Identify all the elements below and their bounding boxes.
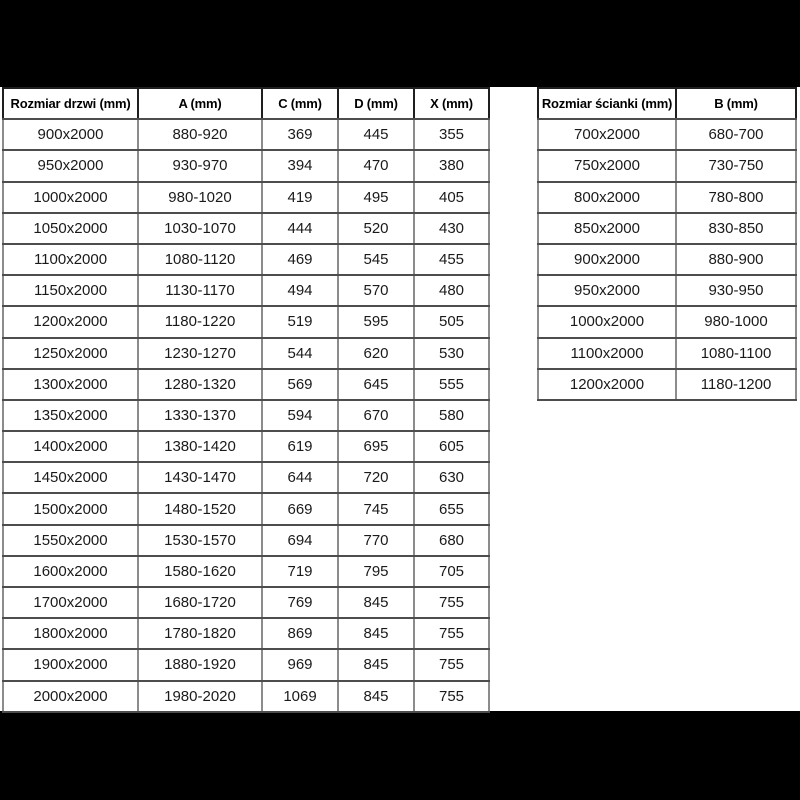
- table-cell: 795: [338, 556, 414, 587]
- header-row: [3, 88, 489, 119]
- table-cell: 755: [414, 618, 489, 649]
- table-cell: 519: [262, 306, 338, 337]
- table-cell: 1300x2000: [3, 369, 138, 400]
- table-cell: 950x2000: [3, 150, 138, 181]
- table-cell: 520: [338, 213, 414, 244]
- table-cell: 1580-1620: [138, 556, 262, 587]
- table-cell: 555: [414, 369, 489, 400]
- table-cell: 880-900: [676, 244, 796, 275]
- table-cell: 750x2000: [538, 150, 676, 181]
- table-cell: 669: [262, 493, 338, 524]
- table-cell: 930-970: [138, 150, 262, 181]
- table-row: [538, 213, 796, 244]
- table-cell: 680: [414, 525, 489, 556]
- table-cell: 1400x2000: [3, 431, 138, 462]
- table-cell: 1100x2000: [3, 244, 138, 275]
- table-cell: 645: [338, 369, 414, 400]
- table-row: [538, 275, 796, 306]
- table-cell: 900x2000: [3, 119, 138, 150]
- table-row: [3, 587, 489, 618]
- table-row: [3, 119, 489, 150]
- table-row: [3, 431, 489, 462]
- table-row: [538, 119, 796, 150]
- table-cell: 1900x2000: [3, 649, 138, 680]
- table-cell: 2000x2000: [3, 681, 138, 712]
- table-cell: 830-850: [676, 213, 796, 244]
- table-cell: 1680-1720: [138, 587, 262, 618]
- table-cell: 1000x2000: [538, 306, 676, 337]
- table-cell: 1200x2000: [538, 369, 676, 400]
- table-cell: 950x2000: [538, 275, 676, 306]
- column-header: D (mm): [338, 88, 414, 119]
- table-cell: 700x2000: [538, 119, 676, 150]
- table-cell: 644: [262, 462, 338, 493]
- table-cell: 770: [338, 525, 414, 556]
- column-header: X (mm): [414, 88, 489, 119]
- table-cell: 619: [262, 431, 338, 462]
- table-cell: 1480-1520: [138, 493, 262, 524]
- table-cell: 620: [338, 338, 414, 369]
- table-cell: 1450x2000: [3, 462, 138, 493]
- column-header: Rozmiar ścianki (mm): [538, 88, 676, 119]
- table-cell: 1780-1820: [138, 618, 262, 649]
- table-cell: 530: [414, 338, 489, 369]
- table-row: [3, 618, 489, 649]
- table-cell: 1150x2000: [3, 275, 138, 306]
- top-letterbox: [0, 0, 800, 87]
- table-row: [3, 400, 489, 431]
- table-row: [538, 338, 796, 369]
- table-row: [3, 556, 489, 587]
- table-cell: 694: [262, 525, 338, 556]
- table-cell: 394: [262, 150, 338, 181]
- table-cell: 680-700: [676, 119, 796, 150]
- table-cell: 605: [414, 431, 489, 462]
- table-cell: 570: [338, 275, 414, 306]
- table-cell: 755: [414, 587, 489, 618]
- table-cell: 1350x2000: [3, 400, 138, 431]
- table-cell: 495: [338, 182, 414, 213]
- table-cell: 1030-1070: [138, 213, 262, 244]
- table-cell: 630: [414, 462, 489, 493]
- table-row: [3, 213, 489, 244]
- table-row: [538, 150, 796, 181]
- table-cell: 405: [414, 182, 489, 213]
- table-cell: 1180-1220: [138, 306, 262, 337]
- table-cell: 1100x2000: [538, 338, 676, 369]
- table-cell: 470: [338, 150, 414, 181]
- table-cell: 1000x2000: [3, 182, 138, 213]
- table-cell: 880-920: [138, 119, 262, 150]
- table-cell: 355: [414, 119, 489, 150]
- column-header: B (mm): [676, 88, 796, 119]
- wall-dimensions-table: [537, 87, 797, 401]
- table-cell: 1430-1470: [138, 462, 262, 493]
- table-cell: 1050x2000: [3, 213, 138, 244]
- table-cell: 1550x2000: [3, 525, 138, 556]
- table-cell: 1880-1920: [138, 649, 262, 680]
- door-dimensions-table: [2, 87, 490, 713]
- table-cell: 980-1020: [138, 182, 262, 213]
- table-cell: 969: [262, 649, 338, 680]
- table-cell: 430: [414, 213, 489, 244]
- table-cell: 695: [338, 431, 414, 462]
- table-cell: 755: [414, 649, 489, 680]
- table-cell: 444: [262, 213, 338, 244]
- table-cell: 800x2000: [538, 182, 676, 213]
- table-cell: 494: [262, 275, 338, 306]
- table-cell: 1230-1270: [138, 338, 262, 369]
- table-cell: 594: [262, 400, 338, 431]
- table-cell: 869: [262, 618, 338, 649]
- table-cell: 1330-1370: [138, 400, 262, 431]
- table-cell: 845: [338, 618, 414, 649]
- bottom-letterbox: [0, 711, 800, 800]
- column-header: C (mm): [262, 88, 338, 119]
- table-cell: 1530-1570: [138, 525, 262, 556]
- table-cell: 745: [338, 493, 414, 524]
- table-cell: 545: [338, 244, 414, 275]
- table-cell: 1700x2000: [3, 587, 138, 618]
- table-cell: 595: [338, 306, 414, 337]
- header-row: [538, 88, 796, 119]
- table-cell: 845: [338, 649, 414, 680]
- table-cell: 445: [338, 119, 414, 150]
- table-cell: 1080-1120: [138, 244, 262, 275]
- table-cell: 369: [262, 119, 338, 150]
- table-cell: 1080-1100: [676, 338, 796, 369]
- table-row: [538, 244, 796, 275]
- table-cell: 1200x2000: [3, 306, 138, 337]
- table-cell: 655: [414, 493, 489, 524]
- table-cell: 380: [414, 150, 489, 181]
- table-cell: 1600x2000: [3, 556, 138, 587]
- table-cell: 980-1000: [676, 306, 796, 337]
- table-row: [538, 182, 796, 213]
- table-row: [3, 493, 489, 524]
- column-header: A (mm): [138, 88, 262, 119]
- table-cell: 705: [414, 556, 489, 587]
- table-row: [3, 649, 489, 680]
- table-row: [3, 462, 489, 493]
- table-row: [3, 275, 489, 306]
- table-row: [3, 525, 489, 556]
- table-cell: 1500x2000: [3, 493, 138, 524]
- table-cell: 1250x2000: [3, 338, 138, 369]
- table-cell: 1280-1320: [138, 369, 262, 400]
- table-cell: 1069: [262, 681, 338, 712]
- table-cell: 469: [262, 244, 338, 275]
- table-row: [3, 681, 489, 712]
- table-row: [3, 306, 489, 337]
- table-row: [3, 369, 489, 400]
- table-row: [538, 306, 796, 337]
- table-cell: 755: [414, 681, 489, 712]
- table-cell: 900x2000: [538, 244, 676, 275]
- table-cell: 845: [338, 587, 414, 618]
- table-cell: 455: [414, 244, 489, 275]
- table-cell: 780-800: [676, 182, 796, 213]
- table-cell: 850x2000: [538, 213, 676, 244]
- column-header: Rozmiar drzwi (mm): [3, 88, 138, 119]
- table-cell: 419: [262, 182, 338, 213]
- table-row: [3, 338, 489, 369]
- table-cell: 480: [414, 275, 489, 306]
- table-cell: 930-950: [676, 275, 796, 306]
- table-cell: 580: [414, 400, 489, 431]
- table-row: [3, 150, 489, 181]
- table-cell: 845: [338, 681, 414, 712]
- table-cell: 544: [262, 338, 338, 369]
- table-cell: 1800x2000: [3, 618, 138, 649]
- table-cell: 769: [262, 587, 338, 618]
- table-row: [3, 182, 489, 213]
- table-cell: 569: [262, 369, 338, 400]
- table-row: [3, 244, 489, 275]
- table-cell: 1180-1200: [676, 369, 796, 400]
- table-cell: 1980-2020: [138, 681, 262, 712]
- table-cell: 1130-1170: [138, 275, 262, 306]
- table-cell: 730-750: [676, 150, 796, 181]
- table-cell: 670: [338, 400, 414, 431]
- table-cell: 720: [338, 462, 414, 493]
- table-row: [538, 369, 796, 400]
- table-cell: 505: [414, 306, 489, 337]
- table-cell: 1380-1420: [138, 431, 262, 462]
- table-cell: 719: [262, 556, 338, 587]
